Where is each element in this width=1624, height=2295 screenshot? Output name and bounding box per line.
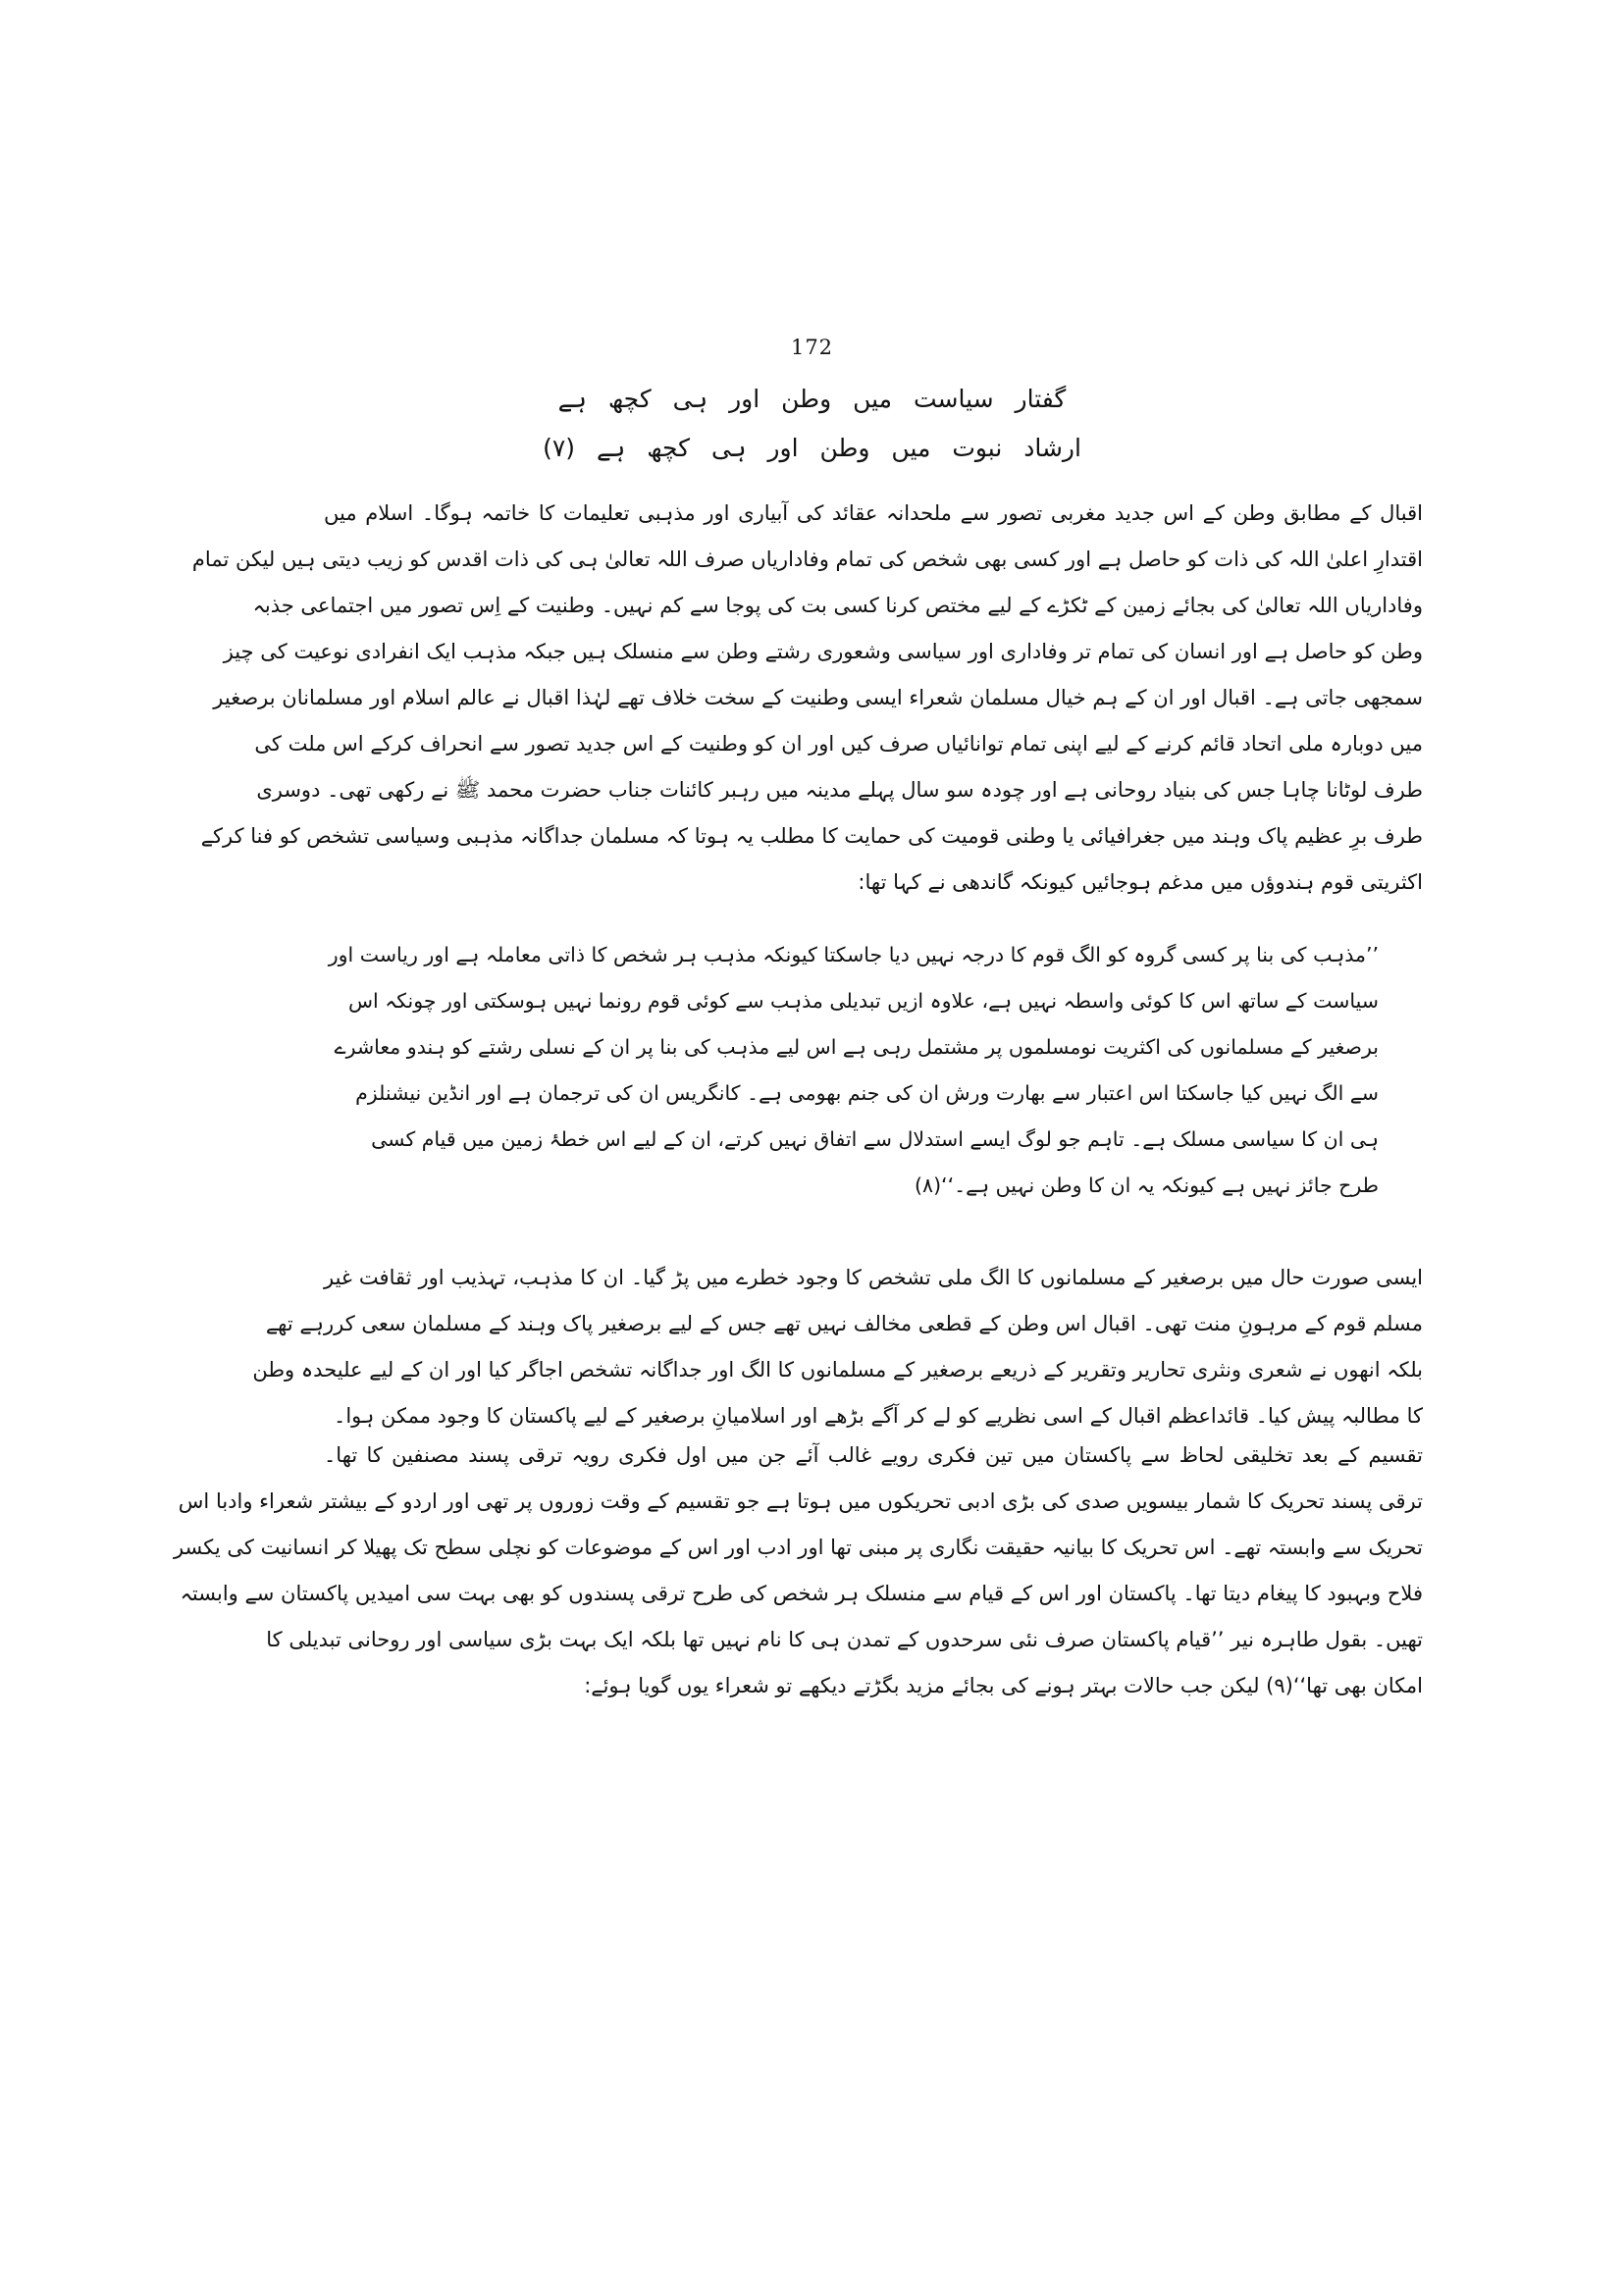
paragraph-line: وفاداریاں اللہ تعالیٰ کی بجائے زمین کے ٹکڑے کے لیے مختص کرنا کسی بت کی پوجا سے کم نہیں۔ وطنیت کے اِس تصور میں اجتماعی جذبہ bbox=[252, 594, 1423, 617]
verse-line-1: گفتار سیاست میں وطن اور ہی کچھ ہے bbox=[557, 385, 1067, 413]
paragraph-line: میں دوبارہ ملی اتحاد قائم کرنے کے لیے اپنی تمام توانائیاں صرف کیں اور ان کو وطنیت کے اس جدید تصور سے انحراف کرکے اس ملت کی bbox=[254, 732, 1423, 756]
paragraph-line: فلاح وبہبود کا پیغام دیتا تھا۔ پاکستان اور اس کے قیام سے منسلک ہر شخص کی طرح ترقی پسندوں کو بھی بہت سی امیدیں پاکستان سے وابستہ bbox=[180, 1582, 1423, 1605]
paragraph-line: طرف لوٹانا چاہا جس کی بنیاد روحانی ہے اور چودہ سو سال پہلے مدینہ میں رہبر کائنات جناب حضرت محمد ﷺ نے رکھی تھی۔ دوسری bbox=[256, 778, 1423, 802]
quote-line: ہی ان کا سیاسی مسلک ہے۔ تاہم جو لوگ ایسے استدلال سے اتفاق نہیں کرتے، ان کے لیے اس خطۂ زمین میں قیام کسی bbox=[371, 1127, 1379, 1151]
quote-line: سیاست کے ساتھ اس کا کوئی واسطہ نہیں ہے، علاوہ ازیں تبدیلی مذہب سے کوئی قوم رونما نہیں ہوسکتی اور چونکہ اس bbox=[347, 989, 1379, 1013]
paragraph-line: تھیں۔ بقول طاہرہ نیر ’’قیام پاکستان صرف نئی سرحدوں کے تمدن ہی کا نام نہیں تھا بلکہ ایک بہت بڑی سیاسی اور روحانی تبدیلی کا bbox=[266, 1628, 1423, 1651]
paragraph-line: ایسی صورت حال میں برصغیر کے مسلمانوں کا الگ ملی تشخص کا وجود خطرے میں پڑ گیا۔ ان کا مذہب، تہذیب اور ثقافت غیر bbox=[324, 1266, 1423, 1289]
paragraph-line: سمجھی جاتی ہے۔ اقبال اور ان کے ہم خیال مسلمان شعراء ایسی وطنیت کے سخت خلاف تھے لہٰذا اقبال نے عالم اسلام اور مسلمانان برصغیر bbox=[213, 686, 1423, 709]
paragraph-1 bbox=[191, 491, 1423, 906]
quote-line: برصغیر کے مسلمانوں کی اکثریت نومسلموں پر مشتمل رہی ہے اس لیے مذہب کی بنا پر ان کے نسلی رشتے کو ہندو معاشرے bbox=[334, 1035, 1379, 1059]
quote-line: طرح جائز نہیں ہے کیونکہ یہ ان کا وطن نہیں ہے۔‘‘(۸) bbox=[915, 1174, 1379, 1197]
paragraph-line: بلکہ انھوں نے شعری ونثری تحاریر وتقریر کے ذریعے برصغیر کے مسلمانوں کا الگ اور جداگانہ تشخص اجاگر کیا اور ان کے لیے علیحدہ وطن bbox=[252, 1358, 1423, 1382]
page-number: 172 bbox=[790, 336, 834, 359]
paragraph-2 bbox=[252, 1255, 1423, 1439]
paragraph-line: اکثریتی قوم ہندوؤں میں مدغم ہوجائیں کیونکہ گاندھی نے کہا تھا: bbox=[858, 870, 1423, 894]
paragraph-line: کا مطالبہ پیش کیا۔ قائداعظم اقبال کے اسی نظریے کو لے کر آگے بڑھے اور اسلامیانِ برصغیر کے لیے پاکستان کا وجود ممکن ہوا۔ bbox=[334, 1404, 1423, 1428]
paragraph-line: تقسیم کے بعد تخلیقی لحاظ سے پاکستان میں تین فکری رویے غالب آئے جن میں اول فکری رویہ ترقی پسند مصنفین کا تھا۔ bbox=[324, 1443, 1423, 1467]
paragraph-line: تحریک سے وابستہ تھے۔ اس تحریک کا بیانیہ حقیقت نگاری پر مبنی تھا اور ادب اور اس کے موضوعات کو نچلی سطح تک پھیلا کر انسانیت کی یکسر bbox=[173, 1536, 1423, 1559]
paragraph-line: وطن کو حاصل ہے اور انسان کی تمام تر وفاداری اور سیاسی وشعوری رشتے وطن سے منسلک ہیں جبکہ مذہب ایک انفرادی نوعیت کی چیز bbox=[223, 640, 1423, 663]
paragraph-3 bbox=[173, 1433, 1423, 1709]
block-quote bbox=[328, 932, 1379, 1209]
paragraph-line: ترقی پسند تحریک کا شمار بیسویں صدی کی بڑی ادبی تحریکوں میں ہوتا ہے جو تقسیم کے وقت زوروں پر تھی اور اردو کے بیشتر شعراء وادبا اس bbox=[178, 1489, 1423, 1513]
paragraph-line: طرف برِ عظیم پاک وہند میں جغرافیائی یا وطنی قومیت کی حمایت کا مطلب یہ ہوتا کہ مسلمان جداگانہ مذہبی وسیاسی تشخص کو فنا کرکے bbox=[200, 824, 1423, 848]
quote-line: سے الگ نہیں کیا جاسکتا اس اعتبار سے بھارت ورش ان کی جنم بھومی ہے۔ کانگریس ان کی ترجمان ہے اور انڈین نیشنلزم bbox=[355, 1081, 1379, 1105]
paragraph-line: امکان بھی تھا‘‘(۹) لیکن جب حالات بہتر ہونے کی بجائے مزید بگڑتے دیکھے تو شعراء یوں گویا ہوئے: bbox=[584, 1674, 1423, 1697]
quote-line: ’’مذہب کی بنا پر کسی گروہ کو الگ قوم کا درجہ نہیں دیا جاسکتا کیونکہ مذہب ہر شخص کا ذاتی معاملہ ہے اور ریاست اور bbox=[328, 943, 1379, 966]
paragraph-line: اقبال کے مطابق وطن کے اس جدید مغربی تصور سے ملحدانہ عقائد کی آبیاری اور مذہبی تعلیمات کا خاتمہ ہوگا۔ اسلام میں bbox=[324, 501, 1423, 525]
paragraph-line: مسلم قوم کے مرہونِ منت تھی۔ اقبال اس وطن کے قطعی مخالف نہیں تھے جس کے لیے برصغیر پاک وہند کے مسلمان سعی کررہے تھے bbox=[265, 1312, 1423, 1335]
verse-line-2: ارشاد نبوت میں وطن اور ہی کچھ ہے (۷) bbox=[543, 434, 1081, 462]
paragraph-line: اقتدارِ اعلیٰ اللہ کی ذات کو حاصل ہے اور کسی بھی شخص کی تمام وفاداریاں صرف اللہ تعالیٰ ہی کی ذات اقدس کو زیب دیتی ہیں لیکن تمام bbox=[191, 548, 1423, 571]
